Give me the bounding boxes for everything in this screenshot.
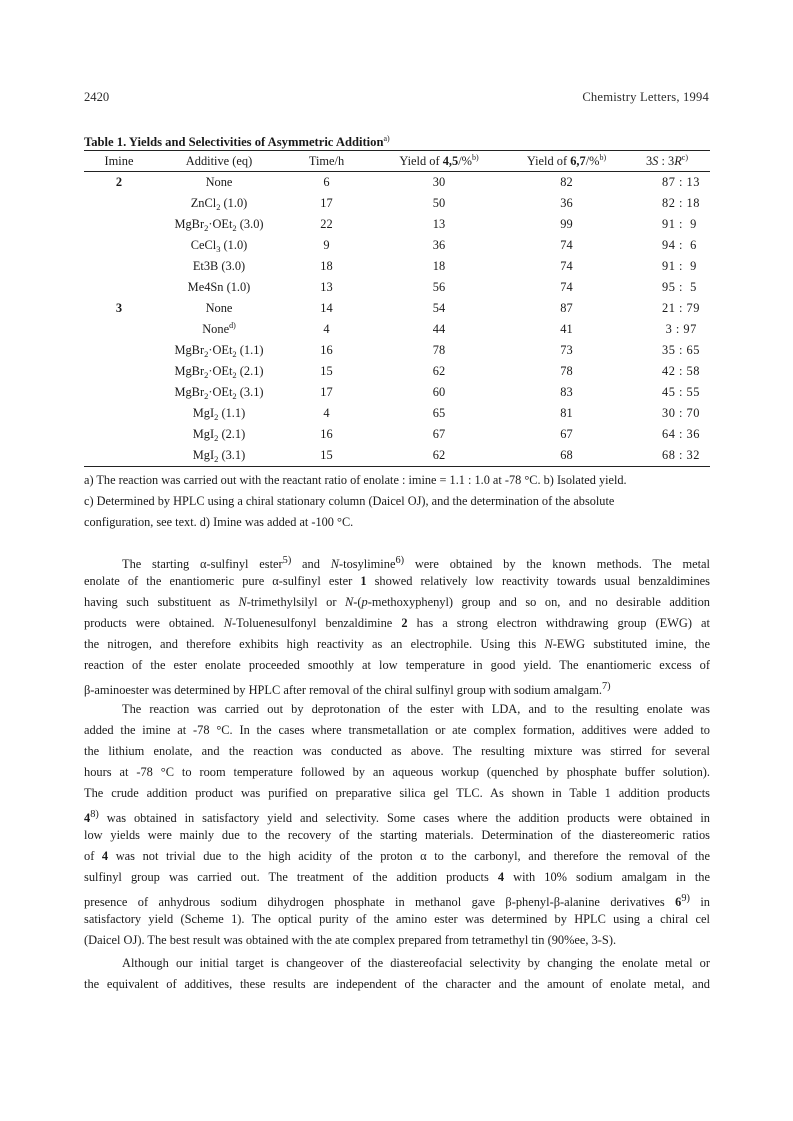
footnote-line: a) The reaction was carried out with the reactant ratio of enolate : imine = 1.1 : 1.0 at -78 °C. b) Isolated yield. [84, 473, 627, 487]
cell-yield-45: 13 [432, 217, 446, 231]
body-line: of 4 was not trivial due to the high acidity of the proton α to the carbonyl, and therefore the removal of the [84, 849, 710, 863]
cell-yield-67: 81 [560, 406, 573, 420]
cell-additive: MgBr$_2$·OEt$_2$ (3.1) [174, 384, 264, 401]
cell-additive: Me4Sn (1.0) [187, 280, 251, 294]
table-row [84, 319, 710, 340]
cell-time: 15 [284, 445, 369, 467]
cell-imine [84, 277, 154, 298]
body-text [84, 550, 710, 995]
cell-imine [84, 424, 154, 445]
cell-yield-45: 67 [432, 427, 446, 441]
cell-yield-67: 74 [560, 238, 573, 252]
body-line: having such substituent as N-trimethylsilyl or N-(p-methoxyphenyl) group and so on, and no desirable addition [84, 595, 710, 609]
cell-yield-45: 60 [432, 385, 446, 399]
col-header-yield-45: Yield of 4,5/%$^{b)}$ [369, 151, 509, 172]
cell-imine [84, 340, 154, 361]
cell-time: 22 [320, 217, 333, 231]
cell-additive: MgBr$_2$·OEt$_2$ (1.1) [174, 342, 264, 359]
cell-additive: MgI$_2$ (3.1) [154, 445, 284, 467]
body-line: The reaction was carried out by deprotonation of the ester with LDA, and to the resulting enolate was [122, 702, 710, 716]
body-line: products were obtained. N-Toluenesulfonyl benzaldimine 2 has a strong electron withdrawing group (EWG) at [84, 616, 710, 630]
cell-imine [84, 319, 154, 340]
col-header-yield-67: Yield of 6,7/%$^{b)}$ [509, 151, 624, 172]
cell-time: 16 [320, 427, 333, 441]
cell-yield-45: 54 [432, 301, 446, 315]
col-header-time: Time/h [284, 151, 369, 172]
body-line: sulfinyl group was carried out. The treatment of the addition products 4 with 10% sodium amalgam in the [84, 870, 710, 884]
cell-imine [84, 445, 154, 467]
table-row [84, 256, 710, 277]
body-line: the lithium enolate, and the reaction was conducted as above. The resulting mixture was stirred for several [84, 744, 710, 758]
body-line: enolate of the enantiomeric pure α-sulfinyl ester 1 showed relatively low reactivity towards usual benzaldimines [84, 574, 710, 588]
cell-yield-67: 73 [560, 343, 573, 357]
col-header-ratio: 3S : $3R^{c)}$ [624, 151, 710, 172]
cell-additive: CeCl$_3$ (1.0) [190, 237, 248, 254]
cell-ratio: 87 : 13 [662, 175, 700, 189]
body-line: the nitrogen, and therefore exhibits high reactivity as an electrophile. Using this N-EWG substituted imine, the [84, 637, 710, 651]
cell-imine [84, 235, 154, 256]
cell-time: 17 [320, 385, 333, 399]
cell-time: 9 [323, 238, 330, 252]
body-line: satisfactory yield (Scheme 1). The optical purity of the amino ester was determined by HPLC using a chiral cel [84, 912, 710, 926]
cell-ratio: 42 : 58 [662, 364, 700, 378]
cell-additive: None$^{d)}$ [202, 321, 236, 337]
cell-ratio: 91 : 9 [662, 217, 697, 231]
cell-time: 6 [323, 175, 330, 189]
body-line: added the imine at -78 °C. In the cases where transmetallation or ate complex formation, additives were added to [84, 723, 710, 737]
cell-yield-67: 74 [560, 280, 573, 294]
results-table [84, 150, 710, 467]
body-line: the equivalent of additives, these results are independent of the character and the amount of enolate metal, and [84, 977, 710, 991]
cell-additive: None [205, 301, 233, 315]
table-footnotes [84, 470, 710, 532]
cell-additive: ZnCl$_2$ (1.0) [190, 195, 248, 212]
cell-yield-45: 65 [432, 406, 446, 420]
cell-time: 18 [320, 259, 333, 273]
cell-yield-67: 36 [560, 196, 573, 210]
cell-time: 4 [323, 406, 330, 420]
body-line: reaction of the ester enolate proceeded smoothly at low temperature in good yield. The enantiomeric excess of [84, 658, 710, 672]
table-row [84, 403, 710, 424]
cell-time: 13 [320, 280, 333, 294]
body-line: The crude addition product was purified on preparative silica gel TLC. As shown in Table 1 addition products [84, 786, 710, 800]
cell-yield-67: 41 [560, 322, 573, 336]
body-line: 4$^{8)}$ was obtained in satisfactory yield and selectivity. Some cases where the addition products were obtained in [84, 809, 710, 826]
journal-name: Chemistry Letters, 1994 [582, 90, 709, 104]
cell-additive: MgI$_2$ (2.1) [192, 426, 246, 443]
body-line: Although our initial target is changeover of the diastereofacial selectivity by changing the enolate metal or [122, 956, 710, 970]
cell-yield-67: 87 [560, 301, 573, 315]
cell-yield-45: 56 [432, 280, 446, 294]
cell-time: 4 [323, 322, 330, 336]
table-row [84, 172, 710, 194]
page-number: 2420 [84, 90, 110, 104]
table-row [84, 382, 710, 403]
cell-yield-45: 78 [432, 343, 446, 357]
table-row [84, 340, 710, 361]
table-row [84, 193, 710, 214]
cell-ratio: 82 : 18 [662, 196, 700, 210]
cell-ratio: 45 : 55 [662, 385, 700, 399]
cell-ratio: 30 : 70 [662, 406, 700, 420]
cell-ratio: 68 : 32 [624, 445, 710, 467]
cell-yield-45: 62 [369, 445, 509, 467]
cell-imine: 2 [115, 175, 123, 189]
body-line: presence of anhydrous sodium dihydrogen phosphate in methanol gave β-phenyl-β-alanine derivatives 6$^{9)}$ in [84, 893, 710, 910]
col-header-imine: Imine [84, 151, 154, 172]
cell-ratio: 95 : 5 [662, 280, 697, 294]
cell-ratio: 3 : 97 [662, 322, 697, 336]
cell-yield-67: 74 [560, 259, 573, 273]
table-row [84, 235, 710, 256]
cell-imine [84, 256, 154, 277]
cell-additive: MgBr$_2$·OEt$_2$ (3.0) [174, 216, 264, 233]
cell-yield-67: 67 [560, 427, 573, 441]
table-row [84, 298, 710, 319]
body-line: (Daicel OJ). The best result was obtained with the ate complex prepared from tetramethyl tin (90%ee, 3-S). [84, 933, 617, 947]
cell-yield-45: 36 [432, 238, 446, 252]
cell-imine [84, 214, 154, 235]
body-line: The starting α-sulfinyl ester$^{5)}$ and N-tosylimine$^{6)}$ were obtained by the known methods. The metal [122, 555, 710, 572]
cell-ratio: 94 : 6 [662, 238, 697, 252]
cell-ratio: 64 : 36 [662, 427, 700, 441]
cell-imine [84, 382, 154, 403]
cell-time: 17 [320, 196, 333, 210]
table-title-text: Table 1. Yields and Selectivities of Asymmetric Addition [84, 135, 384, 150]
cell-time: 14 [320, 301, 333, 315]
cell-ratio: 91 : 9 [662, 259, 697, 273]
cell-imine [84, 361, 154, 382]
footnote-line: configuration, see text. d) Imine was added at -100 °C. [84, 514, 354, 529]
body-line: hours at -78 °C to room temperature followed by an aqueous workup (quenched by phosphate buffer solution). [84, 765, 710, 779]
cell-yield-45: 18 [432, 259, 446, 273]
table-header-row [84, 151, 710, 172]
body-line: β-aminoester was determined by HPLC after removal of the chiral sulfinyl group with sodium amalgam.$^{7)}$ [84, 681, 611, 698]
cell-ratio: 35 : 65 [662, 343, 700, 357]
cell-yield-45: 50 [432, 196, 446, 210]
cell-ratio: 21 : 79 [662, 301, 700, 315]
table-row [84, 445, 710, 467]
cell-yield-67: 78 [560, 364, 573, 378]
body-line: low yields were mainly due to the recovery of the starting materials. Determination of the diastereomeric ratios [84, 828, 710, 842]
table-title-note: a) [383, 134, 390, 143]
cell-additive: MgBr$_2$·OEt$_2$ (2.1) [174, 363, 264, 380]
cell-additive: Et3B (3.0) [192, 259, 246, 273]
cell-yield-45: 62 [432, 364, 446, 378]
cell-time: 16 [320, 343, 333, 357]
table-title [84, 134, 390, 150]
page-header [84, 90, 709, 108]
cell-yield-67: 99 [560, 217, 573, 231]
cell-time: 15 [320, 364, 333, 378]
cell-yield-45: 30 [432, 175, 446, 189]
cell-imine [84, 403, 154, 424]
table-row [84, 277, 710, 298]
cell-additive: MgI$_2$ (1.1) [192, 405, 246, 422]
cell-additive: None [205, 175, 233, 189]
cell-yield-67: 82 [560, 175, 573, 189]
cell-yield-67: 83 [560, 385, 573, 399]
cell-imine: 3 [115, 301, 123, 315]
footnote-line: c) Determined by HPLC using a chiral stationary column (Daicel OJ), and the determination of the absolute [84, 493, 615, 508]
col-header-additive: Additive (eq) [154, 151, 284, 172]
table-row [84, 424, 710, 445]
table-row [84, 214, 710, 235]
cell-yield-67: 68 [509, 445, 624, 467]
table-row [84, 361, 710, 382]
cell-yield-45: 44 [432, 322, 446, 336]
cell-imine [84, 193, 154, 214]
